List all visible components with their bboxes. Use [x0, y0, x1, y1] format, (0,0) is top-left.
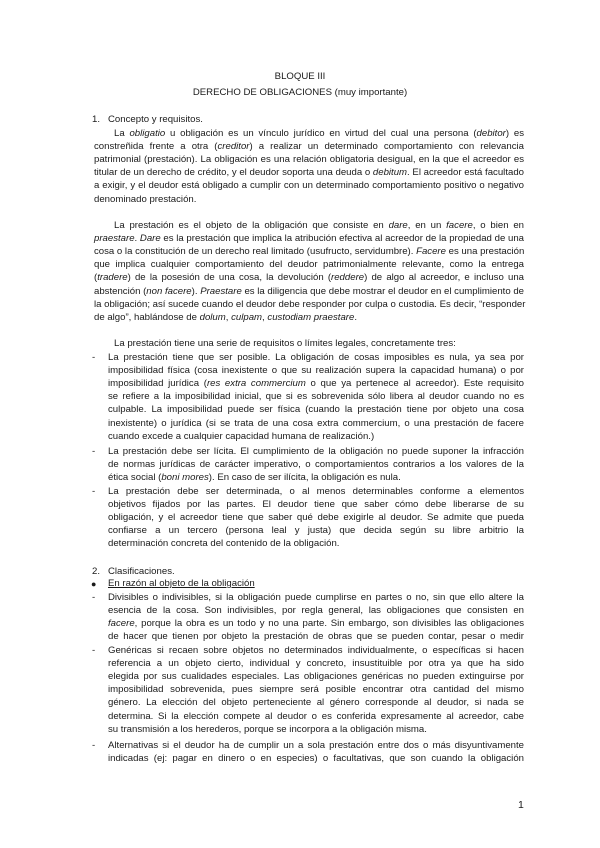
text-line: que implica cualquier comportamiento del deudor patrimonialmente relevante, como la entrega: [94, 259, 524, 271]
text-line: referencia a un objeto cierto, individual y concreto, insustituible por otra ya que ha sido: [108, 658, 524, 670]
section-1-number: 1.: [92, 114, 101, 125]
italic-term: Facere: [416, 246, 446, 258]
text-line: praestare. Dare es la prestación que implica la atribución efectiva al acreedor de la propiedad de una: [94, 233, 524, 245]
italic-term: culpam: [231, 311, 263, 323]
text-line: determinación concreta del contenido de la obligación.: [108, 538, 340, 550]
text-line: de hacer que tienen por objeto la prestación de obras que se pueden contar, pesar o medir: [108, 631, 524, 643]
italic-term: praestare: [94, 233, 135, 245]
text-line: culpable. La imposibilidad puede ser física (cuando la prestación tiene por objeto una cosa: [108, 404, 524, 416]
italic-term: res extra commercium: [206, 378, 306, 390]
text-line: Divisibles o indivisibles, si la obligación puede cumplirse en partes o no, sin que ello altere la: [108, 592, 524, 603]
italic-term: dare: [388, 220, 408, 231]
section-1-heading: Concepto y requisitos.: [108, 114, 203, 125]
subheading-objeto: En razón al objeto de la obligación: [108, 578, 255, 589]
text-line: constreñida frente a otra (creditor) a realizar un determinado comportamiento con relevancia: [94, 141, 524, 153]
italic-term: custodiam praestare: [267, 311, 355, 323]
text-line: a exigir, y el deudor está obligado a cumplir con un determinado comportamiento positivo o negativo: [94, 180, 524, 192]
dash-marker: -: [92, 592, 96, 603]
dash-marker: -: [92, 486, 96, 497]
page-number: 1: [518, 799, 524, 811]
italic-term: obligatio: [129, 128, 166, 139]
text-line: titular de un derecho de crédito, y el deudor soporta una deuda o debitum. El acreedor está facultado: [94, 167, 524, 179]
requisitos-intro: La prestación tiene una serie de requisitos o límites legales, concretamente tres:: [114, 338, 456, 349]
text-line: imposibilidad jurídica (res extra commercium o que ya pertenece al acreedor). Este requisito: [108, 378, 525, 390]
document-subtitle: DERECHO DE OBLIGACIONES (muy importante): [192, 87, 408, 98]
dash-marker: -: [92, 352, 96, 363]
italic-term: tradere: [97, 272, 128, 284]
text-line: inexistente) o jurídica (si se trata de una cosa extra commercium, o una prestación de facere: [108, 417, 524, 429]
text-line: La prestación tiene que ser posible. La obligación de cosas imposibles es nula, ya sea por: [108, 352, 524, 363]
text-line: patrimonial (prestación). La obligación es una relación obligatoria desigual, en la que el acreedor es: [94, 154, 524, 166]
bullet-marker: ●: [91, 579, 97, 589]
text-line: imposibilidad física (cosa inexistente o que su realización supera la capacidad humana) o por: [108, 365, 524, 377]
text-line: determina. Si la elección compete al deudor o es conferida expresamente al acreedor, cabe: [108, 710, 524, 722]
document-title: BLOQUE III: [274, 71, 326, 82]
italic-term: reddere: [331, 272, 365, 284]
text-line: obligación, y el acreedor tiene que saber qué debe exigirle al deudor. Se admite que pueda: [108, 512, 524, 524]
text-line: La prestación debe ser lícita. El cumplimiento de la obligación no puede suponer la infracción: [108, 446, 524, 457]
italic-term: Dare: [139, 233, 161, 245]
text-line: género. La elección del objeto perteneciente al género corresponde al deudor, si nada se: [108, 697, 524, 709]
text-line: cosa o la constitución de un derecho real limitado (usufructo, servidumbre). Facere es una prestación: [94, 246, 525, 258]
text-line: La prestación es el objeto de la obligación que consiste en dare, en un facere, o bien en: [114, 220, 524, 231]
text-line: imposibilidad sobrevenida, pues siempre será posible encontrar otra cantidad del mismo: [108, 684, 524, 696]
italic-term: Praestare: [200, 285, 242, 297]
dash-marker: -: [92, 446, 96, 457]
text-line: La prestación debe ser determinada, o al menos determinables conforme a elementos: [108, 486, 524, 497]
italic-term: non facere: [146, 285, 192, 297]
text-line: La obligatio u obligación es un vínculo jurídico en virtud del cual una persona (debitor) es: [114, 128, 524, 139]
text-line: su transmisión a los herederos, porque se incorpora a la obligación misma.: [108, 723, 427, 735]
text-line: indicadas (ej: pagar en dinero o en especies) o facultativas, que son cuando la obligación: [108, 753, 524, 765]
text-line: confiarse a un tercero (persona leal y justa) que decida según su libre arbitrio la: [108, 525, 524, 537]
text-line: (tradere) de la posesión de una cosa, la devolución (reddere) de algo al acreedor, e incluso una: [94, 272, 524, 284]
section-2-number: 2.: [92, 566, 101, 577]
text-line: de algo”, hablándose de dolum, culpam, custodiam praestare.: [94, 311, 357, 323]
section-2-heading: Clasificaciones.: [108, 566, 175, 577]
italic-term: dolum: [199, 311, 226, 323]
dash-marker: -: [92, 740, 96, 751]
text-line: se refiere a la imposibilidad inicial, que si es sobrevenida sólo libera al deudor cuando no es: [108, 391, 524, 403]
italic-term: debitor: [476, 128, 506, 139]
text-line: de normas jurídicas de carácter imperativo, o comportamientos contrarios a los valores de la: [108, 459, 524, 471]
italic-term: boni mores: [161, 472, 209, 484]
text-line: cuando excede a cualquier capacidad humana de realización.): [108, 430, 375, 442]
text-line: objetivos fijados por las partes. El deudor tiene que saber cómo debe liberarse de su: [108, 499, 524, 511]
text-line: denominado prestación.: [94, 193, 197, 205]
text-line: elegida por sus cualidades especiales. Las obligaciones genéricas no pueden extinguirse por: [108, 671, 524, 683]
text-line: Genéricas si recaen sobre objetos no determinados individualmente, o específicas si hacen: [108, 645, 524, 656]
text-line: esencia de la cosa. Son indivisibles, por regla general, las obligaciones que consisten en: [108, 605, 524, 617]
text-line: ética social (boni mores). En caso de ser ilícita, la obligación es nula.: [108, 472, 401, 484]
italic-term: facere: [108, 618, 135, 630]
text-line: la obligación; así sucede cuando el deudor debe responder por culpa o custodia. Es decir, “responder: [94, 298, 526, 310]
italic-term: creditor: [217, 141, 250, 153]
text-line: facere, porque la obra es un todo y no una parte. Sin embargo, son divisibles las obligaciones: [108, 618, 524, 630]
text-line: Alternativas si el deudor ha de cumplir un a sola prestación entre dos o más disyuntivamente: [108, 740, 524, 751]
text-line: abstención (non facere). Praestare es la diligencia que debe mostrar el deudor en el cumplimiento de: [94, 285, 525, 297]
dash-marker: -: [92, 645, 96, 656]
italic-term: debitum: [372, 167, 408, 179]
italic-term: facere: [446, 220, 473, 231]
